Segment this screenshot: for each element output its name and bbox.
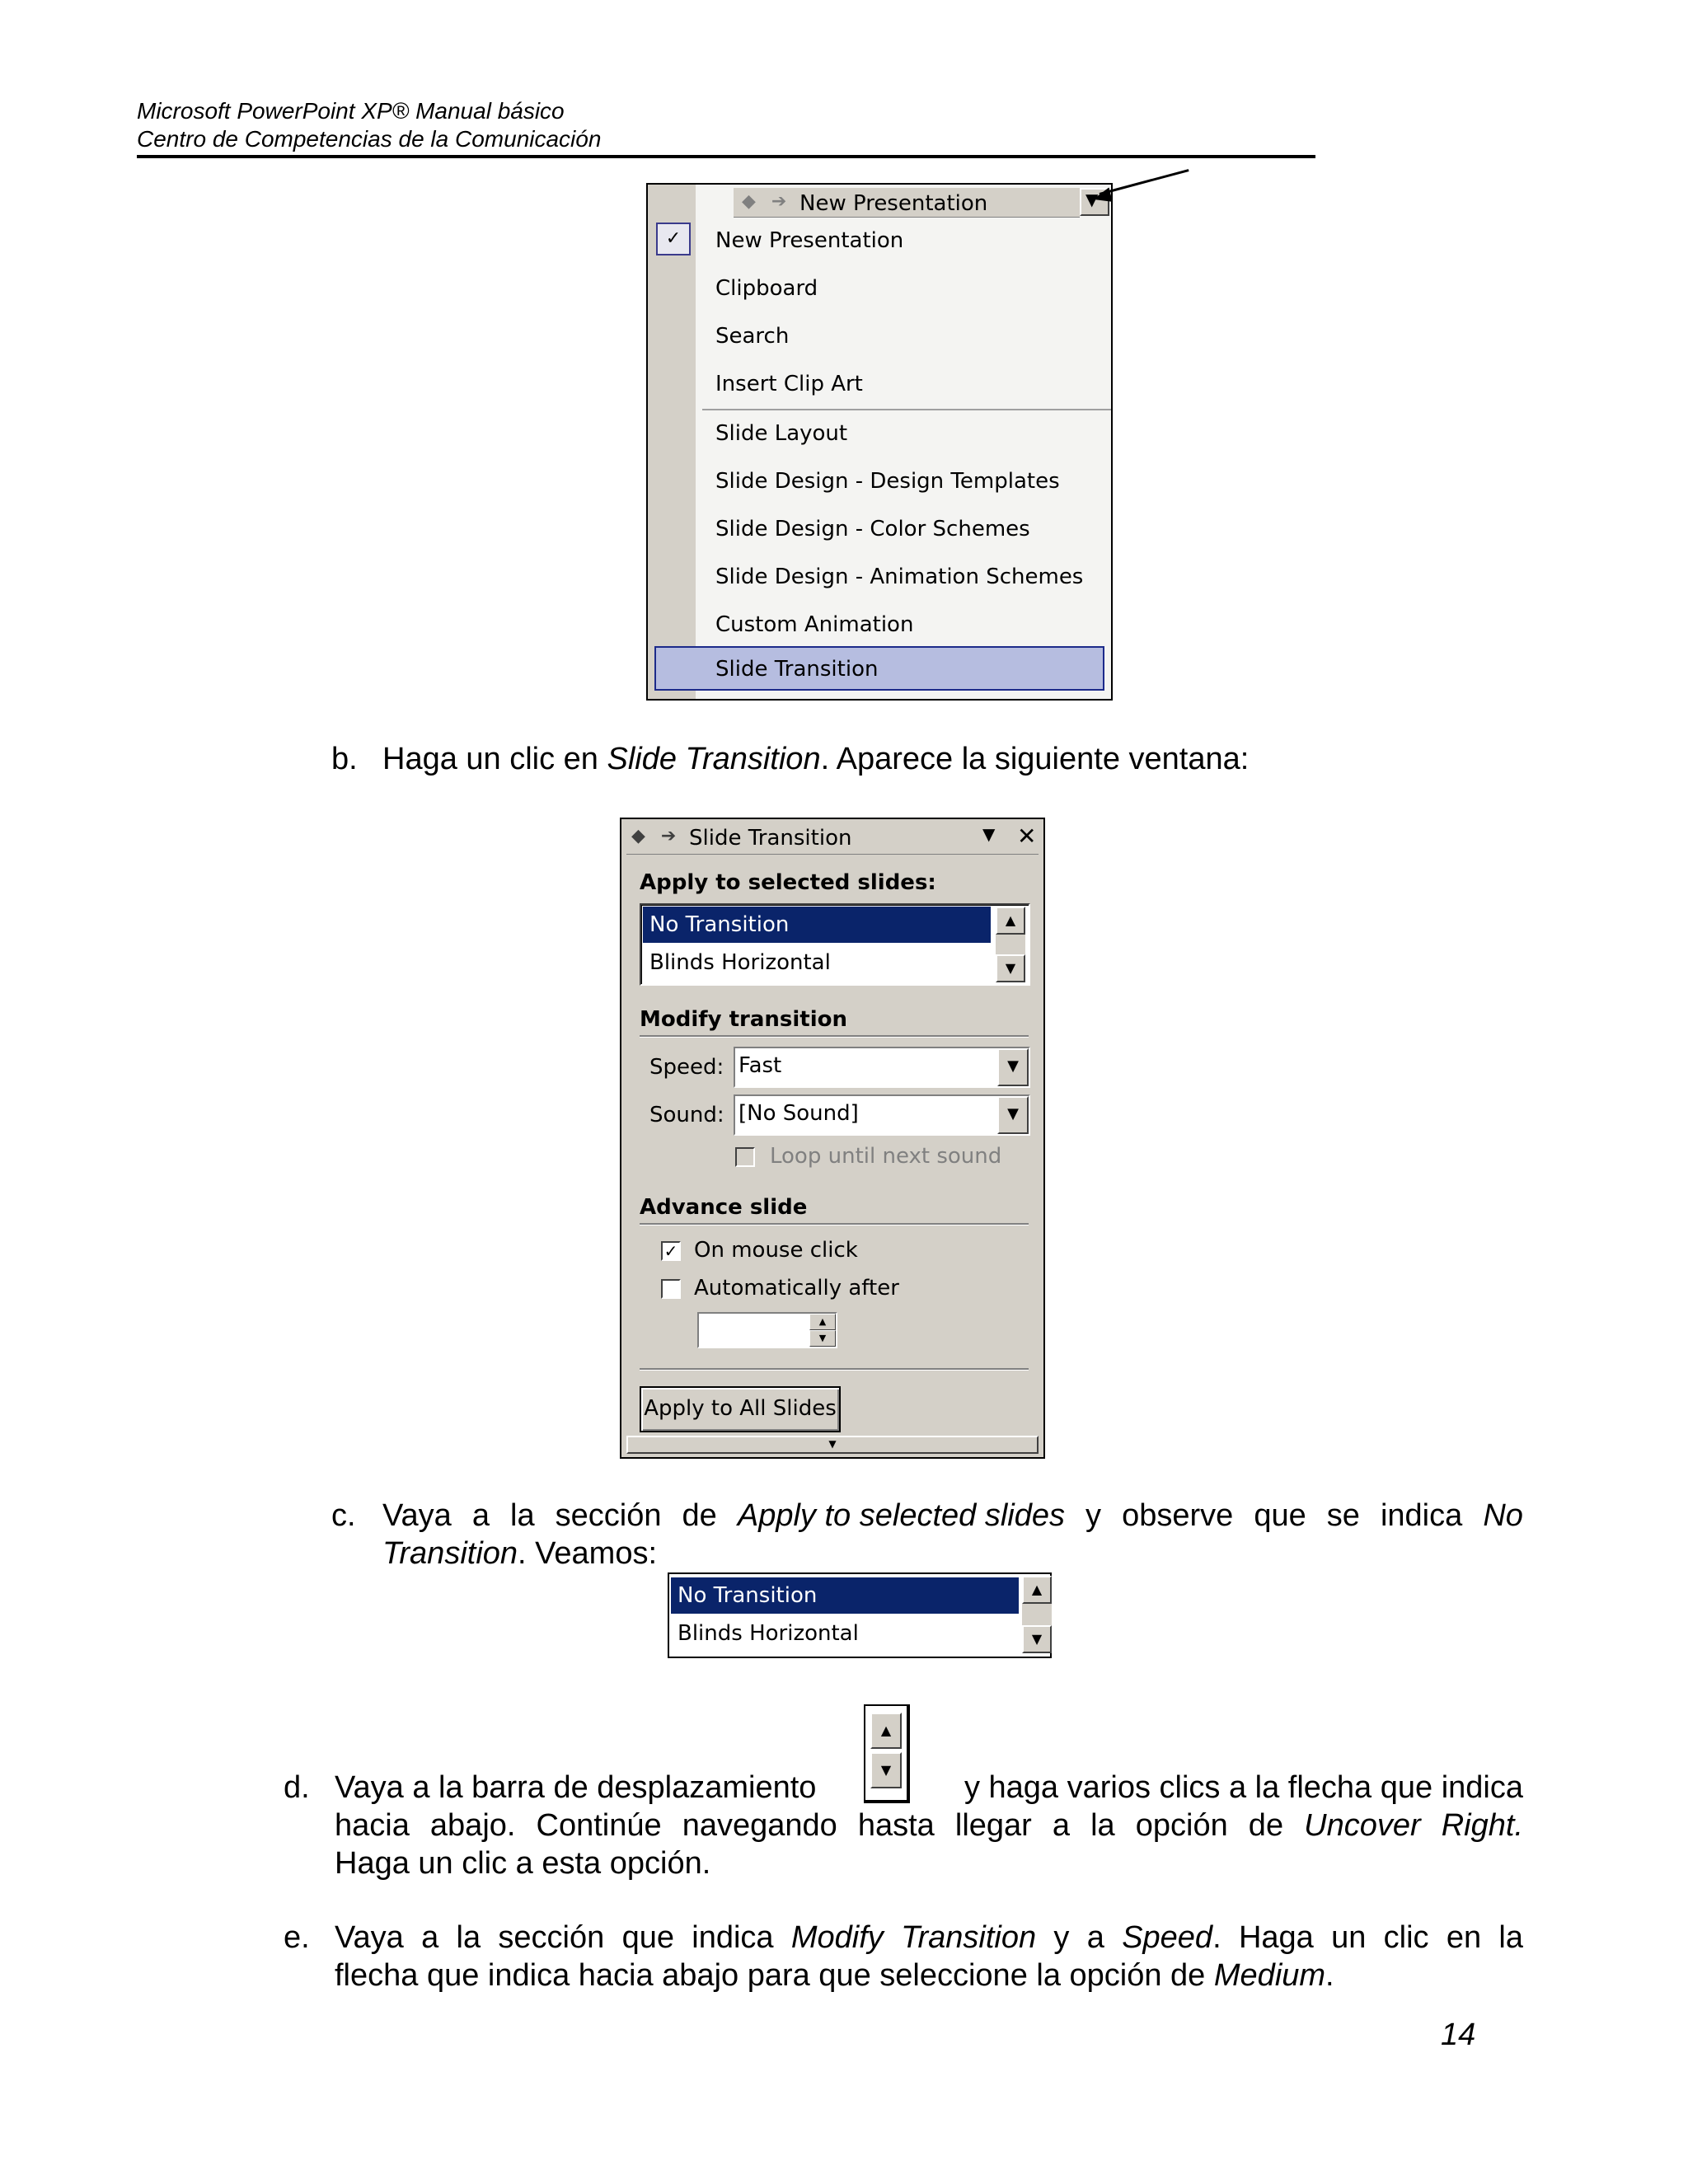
step-c-word: la — [510, 1498, 535, 1533]
check-icon: ✓ — [656, 223, 691, 255]
step-e-italic: Medium — [1213, 1958, 1326, 1993]
scroll-down-icon: ▼ — [870, 1752, 902, 1788]
step-c-word: observe — [1122, 1498, 1234, 1533]
step-e-text: y a — [1036, 1920, 1123, 1955]
speed-value: Fast — [738, 1053, 782, 1078]
step-b-text-italic: Slide Transition — [607, 742, 821, 776]
apply-to-all-slides-button[interactable]: Apply to All Slides — [640, 1386, 841, 1432]
list-item-blinds-horizontal[interactable]: Blinds Horizontal — [649, 950, 831, 975]
spin-down-icon[interactable]: ▼ — [809, 1330, 836, 1347]
menu-item-search[interactable]: Search — [715, 324, 790, 349]
auto-after-label: Automatically after — [694, 1276, 899, 1301]
menu-item-animation-schemes[interactable]: Slide Design - Animation Schemes — [715, 565, 1084, 589]
step-c-word: sección — [555, 1498, 662, 1533]
auto-after-spinner[interactable] — [697, 1312, 837, 1348]
mini-list-item-blinds-horizontal[interactable]: Blinds Horizontal — [678, 1621, 859, 1646]
menu-item-insert-clip-art[interactable]: Insert Clip Art — [715, 372, 863, 396]
step-c-word: y — [1085, 1498, 1102, 1533]
task-pane-menu — [646, 183, 1113, 701]
menu-titlebar — [734, 188, 1080, 218]
step-b-text-1: Haga un clic en — [382, 742, 607, 776]
menu-separator — [702, 409, 1111, 410]
scrollbar-image — [864, 1704, 910, 1803]
step-c-word: se — [1326, 1498, 1360, 1533]
sound-select[interactable] — [734, 1094, 1030, 1136]
step-e-line1 — [335, 1919, 1523, 1957]
step-d-line1b: y haga varios clics a la flecha que indica — [964, 1770, 1523, 1805]
step-c-word: Vaya — [382, 1498, 452, 1533]
step-c-line1 — [382, 1497, 1523, 1535]
menu-title: New Presentation — [799, 191, 988, 216]
speed-select[interactable] — [734, 1047, 1030, 1088]
step-e-text: . Haga un clic en la — [1212, 1920, 1523, 1955]
menu-item-custom-animation[interactable]: Custom Animation — [715, 612, 914, 637]
loop-label: Loop until next sound — [770, 1144, 1002, 1169]
step-b-text — [382, 740, 1249, 778]
section-advance-rule — [640, 1223, 1029, 1226]
panel-footer-rule — [640, 1368, 1029, 1371]
mini-listbox[interactable] — [668, 1572, 1052, 1658]
loop-checkbox[interactable] — [735, 1147, 755, 1167]
menu-item-slide-transition[interactable]: Slide Transition — [715, 657, 879, 682]
step-d-line3: Haga un clic a esta opción. — [335, 1846, 711, 1881]
menu-item-color-schemes[interactable]: Slide Design - Color Schemes — [715, 517, 1030, 541]
scroll-up-button[interactable]: ▲ — [1022, 1576, 1052, 1604]
spinner-buttons[interactable] — [809, 1314, 836, 1347]
section-apply-title: Apply to selected slides: — [640, 870, 936, 895]
sound-label: Sound: — [649, 1103, 724, 1127]
step-c-line2 — [382, 1535, 657, 1572]
step-c-italic: No — [1483, 1498, 1523, 1533]
menu-item-clipboard[interactable]: Clipboard — [715, 276, 818, 301]
header-rule — [137, 155, 1315, 158]
step-d-line2 — [335, 1807, 1523, 1844]
menu-item-design-templates[interactable]: Slide Design - Design Templates — [715, 469, 1060, 494]
section-modify-title: Modify transition — [640, 1007, 847, 1032]
chevron-down-icon[interactable]: ▼ — [997, 1048, 1029, 1086]
list-scrollbar[interactable] — [996, 907, 1025, 982]
header-title: Microsoft PowerPoint XP® Manual básico — [137, 98, 565, 124]
step-d-line2-italic: Uncover Right. — [1304, 1808, 1523, 1843]
on-mouse-click-checkbox[interactable]: ✓ — [661, 1241, 681, 1261]
step-c-word: que — [1254, 1498, 1306, 1533]
chevron-down-icon[interactable]: ▼ — [997, 1096, 1029, 1134]
header-subtitle: Centro de Competencias de la Comunicación — [137, 126, 602, 152]
step-e-line2 — [335, 1957, 1334, 1994]
mini-list-scrollbar[interactable] — [1022, 1576, 1052, 1653]
chevron-down-icon: ▼ — [1085, 190, 1099, 209]
step-c-word: indica — [1380, 1498, 1463, 1533]
step-e-label: e. — [284, 1920, 310, 1955]
transition-listbox[interactable] — [640, 903, 1030, 986]
pointer-arrow-line — [1100, 169, 1189, 195]
step-b-label: b. — [331, 742, 358, 776]
panel-scroll-down-button[interactable]: ▼ — [626, 1436, 1039, 1454]
scroll-down-button[interactable]: ▼ — [996, 954, 1025, 982]
step-e-text: Vaya a la sección que indica — [335, 1920, 791, 1955]
section-advance-title: Advance slide — [640, 1195, 808, 1220]
panel-titlebar — [626, 823, 1039, 855]
step-b-text-2: . Aparece la siguiente ventana: — [820, 742, 1250, 776]
step-c-italic: Apply to selected slides — [737, 1498, 1065, 1533]
step-e-text: flecha que indica hacia abajo para que seleccione la opción de — [335, 1958, 1214, 1993]
scroll-up-button[interactable]: ▲ — [996, 907, 1025, 935]
step-d-line2-text: hacia abajo. Continúe navegando hasta llegar a la opción de — [335, 1808, 1305, 1843]
menu-item-slide-layout[interactable]: Slide Layout — [715, 421, 848, 446]
step-c-line2-italic: Transition — [382, 1536, 518, 1571]
step-d-label: d. — [284, 1770, 310, 1805]
close-icon[interactable]: ✕ — [1017, 823, 1037, 850]
on-mouse-click-label: On mouse click — [694, 1238, 858, 1263]
mini-list-item-no-transition[interactable]: No Transition — [671, 1577, 1019, 1614]
chevron-down-icon[interactable]: ▼ — [982, 824, 996, 844]
speed-label: Speed: — [649, 1055, 724, 1080]
step-c-line2-text: . Veamos: — [518, 1536, 658, 1571]
section-modify-rule — [640, 1035, 1029, 1038]
slide-transition-panel — [620, 818, 1045, 1459]
step-e-italic: Modify Transition — [790, 1920, 1037, 1955]
panel-title: Slide Transition — [689, 826, 852, 851]
sound-value: [No Sound] — [738, 1101, 859, 1126]
scroll-down-button[interactable]: ▼ — [1022, 1625, 1052, 1653]
nav-arrows-icon[interactable]: ◆ ➔ — [631, 826, 682, 846]
step-c-word: a — [471, 1498, 490, 1533]
page-number: 14 — [1441, 2018, 1476, 2052]
auto-after-checkbox[interactable] — [661, 1279, 681, 1299]
spin-up-icon[interactable]: ▲ — [809, 1314, 836, 1330]
step-c-word: de — [682, 1498, 717, 1533]
step-d-line1a: Vaya a la barra de desplazamiento — [335, 1770, 817, 1805]
nav-arrows-icon[interactable]: ◆ ➔ — [742, 191, 792, 212]
step-c-label: c. — [331, 1498, 356, 1533]
step-e-italic: Speed — [1122, 1920, 1213, 1955]
list-item-no-transition[interactable]: No Transition — [643, 907, 991, 943]
menu-gutter — [648, 185, 696, 699]
menu-item-new-presentation[interactable]: New Presentation — [715, 228, 904, 253]
step-e-text: . — [1325, 1958, 1334, 1993]
scroll-up-icon: ▲ — [870, 1713, 902, 1749]
